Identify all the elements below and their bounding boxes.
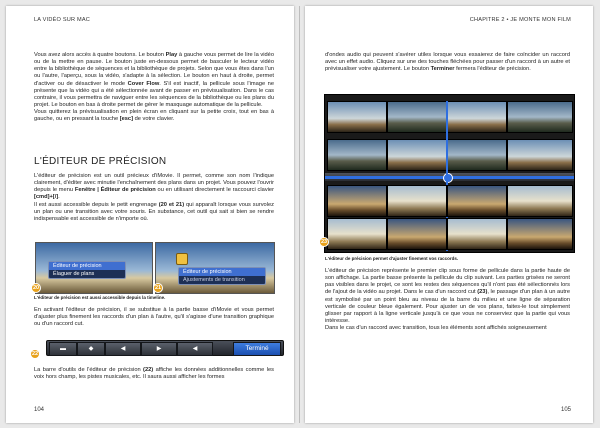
menu-item[interactable]: Éditeur de précision [179,268,265,276]
running-header: LA VIDÉO SUR MAC [34,17,91,23]
film-frame [447,185,507,217]
left-arrow-icon[interactable]: ◀ [177,342,213,356]
running-header: CHAPITRE 2 • JE MONTE MON FILM [469,17,571,23]
figure-caption: L'éditeur de précision est aussi accessible depuis la timeline. [34,295,166,300]
waveform-icon[interactable]: ▬ [49,342,77,356]
timeline-screenshot [35,242,153,294]
film-frame [507,101,573,133]
previous-edit-button[interactable]: ◀ [105,342,141,356]
figure-badge: 23 [320,239,328,245]
left-page [6,6,294,423]
figure-badge: 21 [154,285,162,291]
menu-item[interactable]: Ajustements de transition [183,277,245,283]
figure-badge: 22 [31,351,39,357]
film-frame [327,101,387,133]
film-frame [387,218,447,250]
context-menu [178,267,266,285]
page-number: 105 [560,407,571,413]
menu-item[interactable]: Élaguer de plans [53,271,95,277]
film-frame [327,185,387,217]
film-frame [387,139,447,171]
figure-badge: 20 [32,285,40,291]
body-paragraph: En activant l'éditeur de précision, il se substitue à la partie basse d'iMovie et vous permet d'ajuster plus finement les raccords d'un plan à l'autre, qu'il s'agisse d'une transition graphique ou d'un raccord cut. [34,307,274,328]
right-page [305,6,593,423]
film-frame [447,218,507,250]
body-paragraph: L'éditeur de précision représente le premier clip sous forme de pellicule dans la partie haute de son affichage. La partie basse présente la pellicule du clip suivant. Les parties grisées ne seront pas visibles dans le projet, ce sont les restes des séquences qu'il n'ont pas été sélectionnés lors de l'ajout de la vidéo au projet. Dans le cas d'un raccord cut (23), le passage d'un plan à un autre est symbolisé par un point bleu au niveau de la barre du milieu et une ligne de séparation verticale de couleur bleue également. Pour ajuster un de vos plans, faites-le tout simplement glisser par rapport à la ligne verticale jusqu'à ce que vous ne conserviez que la partie qui vous intéresse. Dans le cas d'un raccord avec transition, tous les éléments sont affichés soigneusement [325,268,570,332]
cut-point[interactable] [443,173,453,183]
film-frame [327,218,387,250]
body-paragraph: La barre d'outils de l'éditeur de précision (22) affiche les données additionnelles comme les voix hors champ, les pistes musicales, etc. Il saura aussi afficher les formes [34,367,274,381]
film-frame [507,185,573,217]
film-frame [447,139,507,171]
audio-toggle-button[interactable]: ◆ [77,342,105,356]
film-frame [327,139,387,171]
page-number: 104 [34,407,45,413]
context-menu [48,261,126,279]
film-frame [507,218,573,250]
precision-editor-screenshot [324,94,575,253]
menu-item[interactable]: Éditeur de précision [49,262,125,270]
body-paragraph: L'éditeur de précision est un outil précieux d'iMovie. Il permet, comme son nom l'indique clairement, d'éditer avec minutie l'enchaînement des plans dans un projet. Vous pouvez l'ouvrir depuis le menu Fenêtre | Éditeur de précision ou en utilisant directement le raccourci clavier [cmd]+[/]. Il est aussi accessible depuis le petit engrenage (20 et 21) qui apparaît lorsque vous survolez un plan ou une transition avec votre souris. En substance, cet outil qui sait si bien se rendre indispensable est accessible de n'importe où. [34,173,274,222]
section-heading: L'ÉDITEUR DE PRÉCISION [34,156,167,167]
film-frame [387,185,447,217]
gear-icon [176,253,188,265]
timeline-screenshot [155,242,275,294]
done-button[interactable]: Terminé [233,342,281,356]
gutter [299,6,300,423]
film-frame [507,139,573,171]
figure-caption: L'éditeur de précision permet d'ajuster finement vos raccords. [325,256,459,261]
body-paragraph: d'ondes audio qui peuvent s'avérer utiles lorsque vous essaierez de faire coïncider un raccord avec un effet audio. Cliquez sur une des touches fléchées pour passer d'un raccord à un autre et prévisualiser votre ajustement. Le bouton Terminer fermera l'éditeur de précision. [325,52,570,73]
next-edit-button[interactable]: ▶ [141,342,177,356]
precision-editor-toolbar [46,340,284,356]
film-frame [447,101,507,133]
body-paragraph: Vous avez alors accès à quatre boutons. Le bouton Play à gauche vous permet de lire la vidéo ou de la mettre en pause. Le bouton juste en-dessous permet de basculer le lecteur vidéo entre la bibliothèque de séquences et la bibliothèque de projets. Selon que vous êtes dans l'un ou l'autre, l'aperçu, sous la vidéo, s'adapte à la sélection. Le bouton en haut à droite, permet d'activer ou de désactiver le mode Cover Flow. S'il est inactif, la pellicule sous l'image ne présente que la vidéo qui a été sélectionnée avant de passer en prévisualisation. Dans le cas contraire, il vous permettra de naviguer entre les séquences de la bibliothèque ou les plans du projet. Le bouton en bas à droite permet de gérer le masquage automatique de la pellicule. Vous quitterez la prévisualisation en plein écran en cliquant sur la petite croix, tout en bas à gauche, ou en pressant la touche [esc] de votre clavier. [34,52,275,123]
film-frame [387,101,447,133]
